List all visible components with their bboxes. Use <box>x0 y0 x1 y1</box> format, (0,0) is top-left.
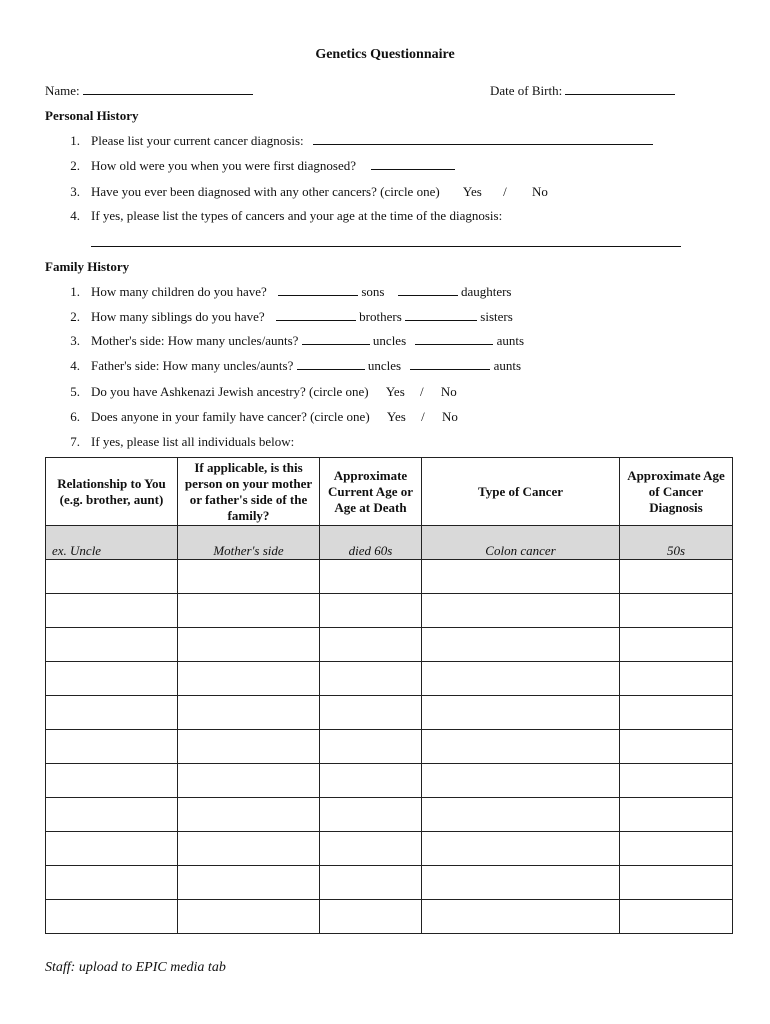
fh-q3-blank-b[interactable] <box>415 333 493 345</box>
ph-q3-text: Have you ever been diagnosed with any other cancers? (circle one) <box>91 184 440 199</box>
fh-q4 <box>91 358 521 374</box>
ph-q3-number: 3. <box>70 184 80 199</box>
fh-q2-label-b: sisters <box>480 309 513 324</box>
age-cell[interactable] <box>320 696 422 730</box>
diagnosis-age-cell[interactable] <box>620 628 733 662</box>
diagnosis-age-cell[interactable] <box>620 662 733 696</box>
age-cell[interactable] <box>320 798 422 832</box>
fh-q3-label-a: uncles <box>372 333 407 348</box>
ph-q3-slash: / <box>503 184 507 199</box>
col-cancer-type-header: Type of Cancer <box>422 458 620 526</box>
col-age-header: Approximate Current Age or Age at Death <box>320 458 422 526</box>
side-cell[interactable] <box>178 696 320 730</box>
ph-q1-text: Please list your current cancer diagnosis: <box>91 133 304 148</box>
fh-q2-number: 2. <box>70 309 80 324</box>
fh-q4-blank-a[interactable] <box>297 358 365 370</box>
cancer-type-cell[interactable] <box>422 900 620 934</box>
table-row <box>46 764 733 798</box>
fh-q1-number: 1. <box>70 284 80 299</box>
relationship-cell[interactable] <box>46 696 178 730</box>
side-cell[interactable] <box>178 832 320 866</box>
fh-q5 <box>91 384 457 400</box>
table-row <box>46 866 733 900</box>
table-row <box>46 798 733 832</box>
table-row <box>46 730 733 764</box>
name-blank[interactable] <box>83 83 253 95</box>
ph-q4-text: If yes, please list the types of cancers and your age at the time of the diagnosis: <box>91 208 503 223</box>
fh-q1 <box>91 284 511 300</box>
table-header-row <box>46 458 733 526</box>
fh-q4-number: 4. <box>70 358 80 373</box>
fh-q6-slash: / <box>421 409 425 424</box>
fh-q6-number: 6. <box>70 409 80 424</box>
side-cell[interactable] <box>178 560 320 594</box>
fh-q3-number: 3. <box>70 333 80 348</box>
age-cell[interactable] <box>320 764 422 798</box>
age-cell[interactable] <box>320 730 422 764</box>
table-row <box>46 900 733 934</box>
fh-q1-label-a: sons <box>361 284 385 299</box>
fh-q6-yes-option[interactable]: Yes <box>386 409 406 424</box>
fh-q1-label-b: daughters <box>460 284 512 299</box>
cancer-type-cell[interactable] <box>422 866 620 900</box>
fh-q1-blank-a[interactable] <box>278 284 358 296</box>
age-cell[interactable] <box>320 866 422 900</box>
cancer-type-cell[interactable] <box>422 696 620 730</box>
ph-q2 <box>91 158 455 174</box>
cancer-type-cell[interactable] <box>422 628 620 662</box>
diagnosis-age-cell[interactable] <box>620 560 733 594</box>
fh-q6-no-option[interactable]: No <box>441 409 458 424</box>
side-cell[interactable] <box>178 628 320 662</box>
fh-q3-blank-a[interactable] <box>302 333 370 345</box>
dob-blank[interactable] <box>565 83 675 95</box>
table-row <box>46 594 733 628</box>
ph-q4-blank[interactable] <box>91 235 681 247</box>
fh-q5-text: Do you have Ashkenazi Jewish ancestry? (circle one) <box>91 384 369 399</box>
fh-q7-text: If yes, please list all individuals below: <box>91 434 295 449</box>
table-row <box>46 628 733 662</box>
staff-note: Staff: upload to EPIC media tab <box>45 960 226 975</box>
side-cell[interactable] <box>178 798 320 832</box>
relationship-cell[interactable] <box>46 798 178 832</box>
fh-q2 <box>91 309 513 325</box>
ph-q4-number: 4. <box>70 208 80 223</box>
fh-q6-text: Does anyone in your family have cancer? (circle one) <box>91 409 370 424</box>
personal-history-heading: Personal History <box>45 108 139 123</box>
ph-q1 <box>91 133 653 149</box>
dob-label: Date of Birth: <box>490 83 563 98</box>
side-cell[interactable] <box>178 662 320 696</box>
side-cell[interactable] <box>178 866 320 900</box>
side-cell[interactable] <box>178 730 320 764</box>
fh-q4-text: Father's side: How many uncles/aunts? <box>91 358 294 373</box>
relationship-cell[interactable] <box>46 900 178 934</box>
example-side: Mother's side <box>178 526 320 560</box>
col-side-header: If applicable, is this person on your mother or father's side of the family? <box>178 458 320 526</box>
fh-q3-text: Mother's side: How many uncles/aunts? <box>91 333 299 348</box>
diagnosis-age-cell[interactable] <box>620 866 733 900</box>
age-cell[interactable] <box>320 628 422 662</box>
diagnosis-age-cell[interactable] <box>620 764 733 798</box>
cancer-type-cell[interactable] <box>422 764 620 798</box>
fh-q4-blank-b[interactable] <box>410 358 490 370</box>
fh-q2-label-a: brothers <box>359 309 402 324</box>
side-cell[interactable] <box>178 594 320 628</box>
relationship-cell[interactable] <box>46 764 178 798</box>
relationship-cell[interactable] <box>46 866 178 900</box>
col-diagnosis-age-header: Approximate Age of Cancer Diagnosis <box>620 458 733 526</box>
ph-q3 <box>91 184 548 200</box>
page-title: Genetics Questionnaire <box>315 47 455 62</box>
ph-q2-blank[interactable] <box>371 158 455 170</box>
ph-q3-no-option[interactable]: No <box>531 184 548 199</box>
fh-q6 <box>91 409 458 425</box>
relationship-cell[interactable] <box>46 560 178 594</box>
fh-q5-no-option[interactable]: No <box>440 384 457 399</box>
fh-q5-slash: / <box>420 384 424 399</box>
age-cell[interactable] <box>320 560 422 594</box>
fh-q5-number: 5. <box>70 384 80 399</box>
side-cell[interactable] <box>178 764 320 798</box>
ph-q1-blank[interactable] <box>313 133 653 145</box>
name-field[interactable] <box>45 83 253 99</box>
relationship-cell[interactable] <box>46 628 178 662</box>
table-row <box>46 662 733 696</box>
ph-q2-text: How old were you when you were first diagnosed? <box>91 158 356 173</box>
relationship-cell[interactable] <box>46 594 178 628</box>
fh-q5-yes-option[interactable]: Yes <box>385 384 405 399</box>
relationship-cell[interactable] <box>46 662 178 696</box>
cancer-type-cell[interactable] <box>422 832 620 866</box>
diagnosis-age-cell[interactable] <box>620 832 733 866</box>
fh-q1-text: How many children do you have? <box>91 284 267 299</box>
example-age: died 60s <box>320 526 422 560</box>
example-relationship: ex. Uncle <box>46 526 178 560</box>
side-cell[interactable] <box>178 900 320 934</box>
cancer-type-cell[interactable] <box>422 730 620 764</box>
example-row <box>46 526 733 560</box>
example-cancer-type: Colon cancer <box>422 526 620 560</box>
fh-q4-label-b: aunts <box>493 358 522 373</box>
ph-q1-number: 1. <box>70 133 80 148</box>
col-relationship-header: Relationship to You (e.g. brother, aunt) <box>46 458 178 526</box>
example-diagnosis-age: 50s <box>620 526 733 560</box>
diagnosis-age-cell[interactable] <box>620 798 733 832</box>
fh-q3 <box>91 333 524 349</box>
fh-q2-text: How many siblings do you have? <box>91 309 265 324</box>
cancer-type-cell[interactable] <box>422 662 620 696</box>
table-row <box>46 696 733 730</box>
age-cell[interactable] <box>320 832 422 866</box>
diagnosis-age-cell[interactable] <box>620 696 733 730</box>
table-row <box>46 832 733 866</box>
age-cell[interactable] <box>320 662 422 696</box>
name-label: Name: <box>45 83 80 98</box>
fh-q2-blank-a[interactable] <box>276 309 356 321</box>
fh-q7-number: 7. <box>70 434 80 449</box>
diagnosis-age-cell[interactable] <box>620 900 733 934</box>
age-cell[interactable] <box>320 594 422 628</box>
table-row <box>46 560 733 594</box>
diagnosis-age-cell[interactable] <box>620 594 733 628</box>
fh-q2-blank-b[interactable] <box>405 309 477 321</box>
relationship-cell[interactable] <box>46 832 178 866</box>
dob-field[interactable] <box>490 83 675 99</box>
fh-q3-label-b: aunts <box>496 333 525 348</box>
ph-q2-number: 2. <box>70 158 80 173</box>
diagnosis-age-cell[interactable] <box>620 730 733 764</box>
fh-q4-label-a: uncles <box>367 358 402 373</box>
age-cell[interactable] <box>320 900 422 934</box>
cancer-type-cell[interactable] <box>422 594 620 628</box>
ph-q3-yes-option[interactable]: Yes <box>462 184 482 199</box>
fh-q1-blank-b[interactable] <box>398 284 458 296</box>
cancer-type-cell[interactable] <box>422 798 620 832</box>
cancer-type-cell[interactable] <box>422 560 620 594</box>
family-history-table <box>45 457 733 934</box>
relationship-cell[interactable] <box>46 730 178 764</box>
family-history-heading: Family History <box>45 259 130 274</box>
